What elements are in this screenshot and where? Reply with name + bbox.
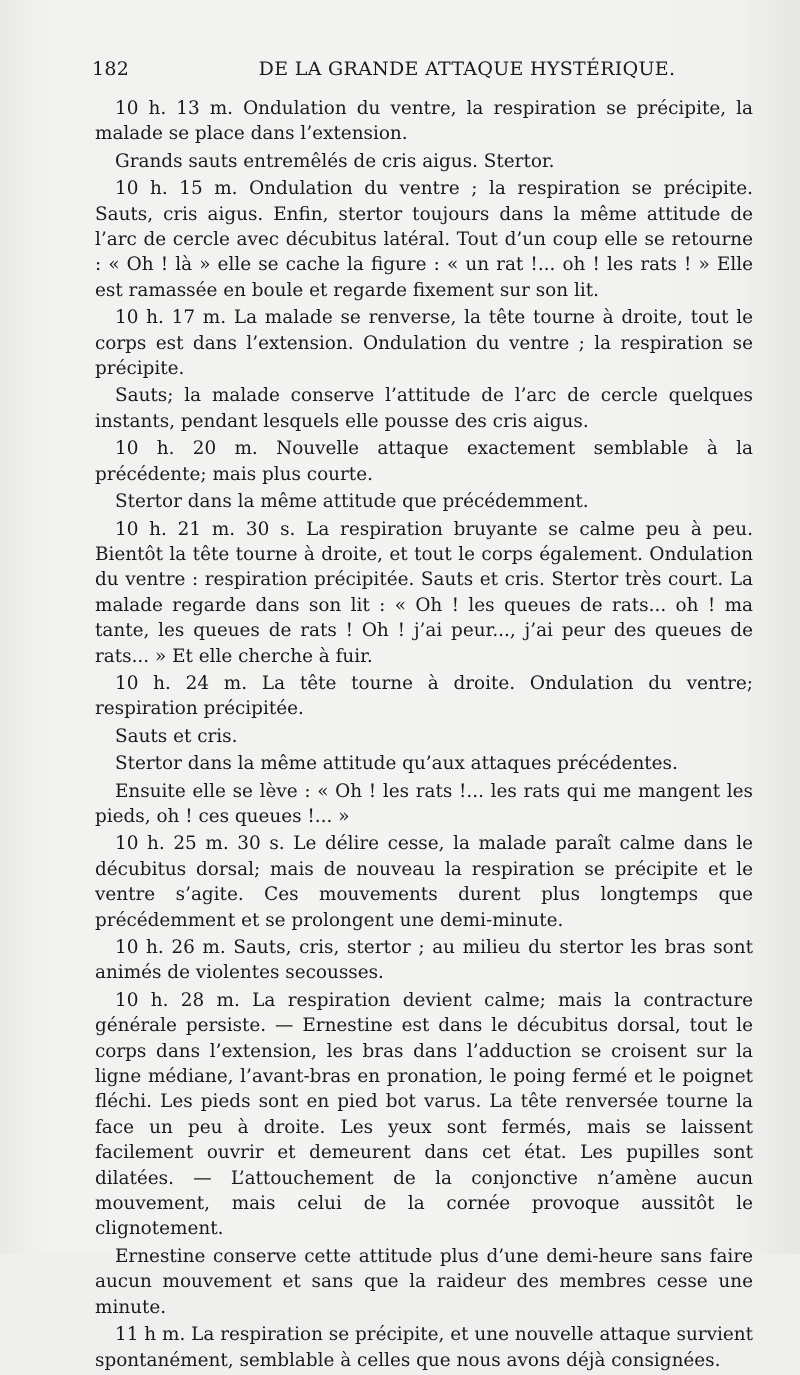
paragraph: Stertor dans la même attitude qu’aux attaques précédentes. — [115, 753, 678, 775]
page-header — [92, 58, 752, 88]
paragraph: 10 h. 21 m. 30 s. La respiration bruyante se calme peu à peu. Bientôt la tête tourne à droite, et tout le corps également. Ondulation du ventre : respiration précipitée. Sauts et cris. Stertor très court. La malade regarde dans son lit : « Oh ! les queues de rats... oh ! ma tante, les queues de rats ! Oh ! j’ai peur..., j’ai peur des queues de rats... » Et elle cherche à fuir. — [95, 518, 753, 667]
paragraph: 11 h m. La respiration se précipite, et une nouvelle attaque survient spontanément, semblable à celles que nous avons déjà consignées. — [95, 1324, 753, 1371]
page-number: 182 — [92, 58, 130, 80]
paragraph: Stertor dans la même attitude que précédemment. — [115, 491, 589, 513]
paragraph: 10 h. 25 m. 30 s. Le délire cesse, la malade paraît calme dans le décubitus dorsal; mais de nouveau la respiration se précipite et le ventre s’agite. Ces mouvements durent plus longtemps que précédemment et se prolongent une demi-minute. — [95, 833, 753, 931]
paragraph: 10 h. 17 m. La malade se renverse, la tête tourne à droite, tout le corps est dans l’extension. Ondulation du ventre ; la respiration se précipite. — [95, 307, 753, 380]
paragraph: 10 h. 28 m. La respiration devient calme; mais la contracture générale persiste. — Ernestine est dans le décubitus dorsal, tout le corps dans l’extension, les bras dans l’adduction se croisent sur la ligne médiane, l’avant-bras en pronation, le poing fermé et le poignet fléchi. Les pieds sont en pied bot varus. La tête renversée tourne la face un peu à droite. Les yeux sont fermés, mais se laissent facilement ouvrir et demeurent dans cet état. Les pupilles sont dilatées. — L’attouchement de la conjonctive n’amène aucun mouvement, mais celui de la cornée provoque aussitôt le clignotement. — [95, 989, 753, 1240]
paragraph: 10 h. 20 m. Nouvelle attaque exactement semblable à la précédente; mais plus courte. — [95, 438, 753, 485]
paragraph: 10 h. 26 m. Sauts, cris, stertor ; au milieu du stertor les bras sont animés de violentes secousses. — [95, 937, 753, 984]
paragraph: Ernestine conserve cette attitude plus d’une demi-heure sans faire aucun mouvement et sans que la raideur des membres cesse une minute. — [95, 1245, 753, 1318]
paragraph: Grands sauts entremêlés de cris aigus. Stertor. — [115, 150, 555, 172]
paragraph: Sauts et cris. — [115, 725, 238, 747]
body-text — [95, 96, 753, 1375]
paragraph: Ensuite elle se lève : « Oh ! les rats !... les rats qui me mangent les pieds, oh ! ces queues !... » — [95, 780, 753, 827]
running-head: DE LA GRANDE ATTAQUE HYSTÉRIQUE. — [258, 58, 676, 80]
paragraph: 10 h. 24 m. La tête tourne à droite. Ondulation du ventre; respiration précipitée. — [95, 672, 753, 720]
paragraph: 10 h. 15 m. Ondulation du ventre ; la respiration se précipite. Sauts, cris aigus. Enfin, stertor toujours dans la même attitude de l’arc de cercle avec décubitus latéral. Tout d’un coup elle se retourne : « Oh ! là » elle se cache la figure : « un rat !... oh ! les rats ! » Elle est ramassée en boule et regarde fixement sur son lit. — [95, 178, 753, 301]
paragraph: 10 h. 13 m. Ondulation du ventre, la respiration se précipite, la malade se place dans l’extension. — [95, 98, 753, 145]
paragraph: Sauts; la malade conserve l’attitude de l’arc de cercle quelques instants, pendant lesquels elle pousse des cris aigus. — [95, 385, 753, 432]
